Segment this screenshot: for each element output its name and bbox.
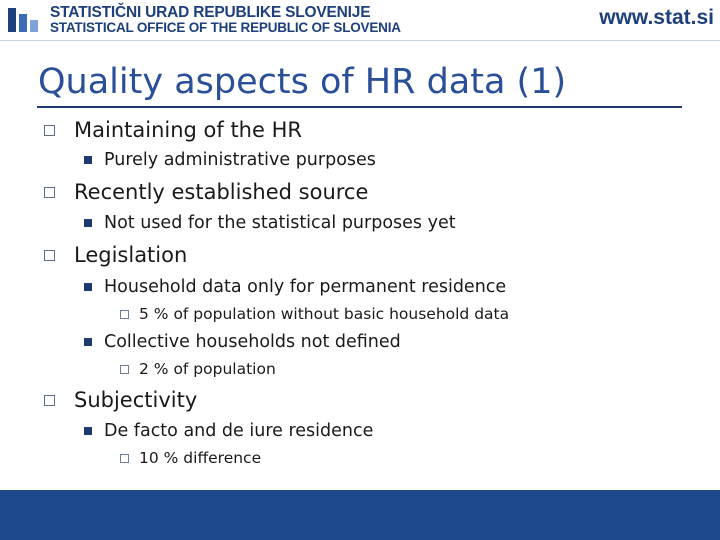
bullet-text: Purely administrative purposes xyxy=(104,150,376,170)
bullet-level3 xyxy=(120,360,276,378)
bullet-text: Legislation xyxy=(74,243,188,267)
bullet-text: 2 % of population xyxy=(139,360,276,378)
filled-square-bullet-icon xyxy=(84,427,92,435)
bullet-level2 xyxy=(84,421,373,441)
filled-square-bullet-icon xyxy=(84,338,92,346)
bullet-text: Not used for the statistical purposes yet xyxy=(104,213,456,233)
bullet-level1 xyxy=(44,180,368,204)
filled-square-bullet-icon xyxy=(84,283,92,291)
header xyxy=(0,0,720,42)
hollow-square-bullet-icon xyxy=(120,454,129,463)
bullet-text: 5 % of population without basic household data xyxy=(139,305,510,323)
sors-logo-icon xyxy=(4,4,44,36)
hollow-square-bullet-icon xyxy=(44,187,55,198)
bullet-level3 xyxy=(120,449,261,467)
hollow-square-bullet-icon xyxy=(120,310,129,319)
bullet-text: De facto and de iure residence xyxy=(104,421,374,441)
bullet-level2 xyxy=(84,277,506,297)
bullet-level3 xyxy=(120,305,509,323)
filled-square-bullet-icon xyxy=(84,156,92,164)
bullet-text: Subjectivity xyxy=(74,388,198,412)
bullet-level1 xyxy=(44,243,187,267)
bullet-level1 xyxy=(44,118,302,142)
footer-bar xyxy=(0,490,720,540)
org-name-slovene: STATISTIČNI URAD REPUBLIKE SLOVENIJE xyxy=(50,4,371,21)
org-name-english: STATISTICAL OFFICE OF THE REPUBLIC OF SLOVENIA xyxy=(50,20,401,35)
hollow-square-bullet-icon xyxy=(120,365,129,374)
bullet-text: Maintaining of the HR xyxy=(74,118,302,142)
slide-title: Quality aspects of HR data (1) xyxy=(38,62,567,102)
bullet-text: Household data only for permanent residence xyxy=(104,277,507,297)
header-divider xyxy=(0,40,720,41)
bullet-level2 xyxy=(84,332,401,352)
bullet-text: Collective households not defined xyxy=(104,332,401,352)
title-underline xyxy=(37,106,682,108)
hollow-square-bullet-icon xyxy=(44,395,55,406)
website-link[interactable]: www.stat.si xyxy=(599,6,714,29)
bullet-level2 xyxy=(84,150,376,170)
bullet-level2 xyxy=(84,213,456,233)
bullet-text: Recently established source xyxy=(74,180,369,204)
bullet-level1 xyxy=(44,388,197,412)
filled-square-bullet-icon xyxy=(84,219,92,227)
hollow-square-bullet-icon xyxy=(44,125,55,136)
bullet-text: 10 % difference xyxy=(139,449,262,467)
hollow-square-bullet-icon xyxy=(44,250,55,261)
